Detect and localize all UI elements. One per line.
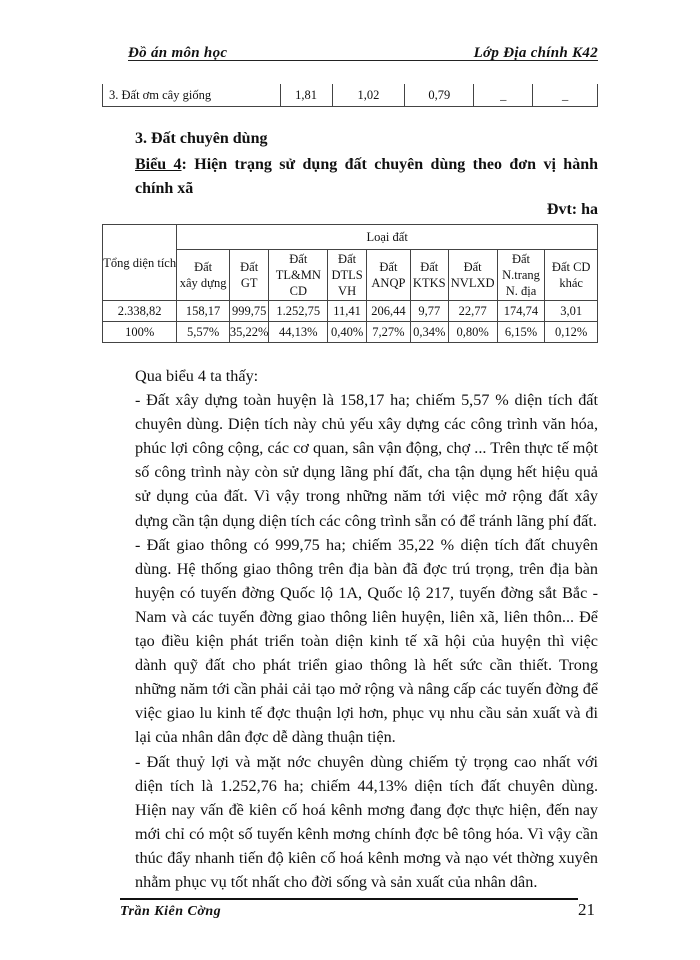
table-cell: 0,34% [410, 322, 448, 343]
table-cell: 100% [103, 322, 177, 343]
page-header [128, 40, 598, 61]
table-cell: 3. Đất ơm cây giống [103, 84, 281, 107]
table-header-row [103, 225, 598, 250]
paragraph-construction-land: - Đất xây dựng toàn huyện là 158,17 ha; chiếm 5,57 % diện tích đất chuyên dùng. Diện tích này chủ yếu xây dựng các công trình văn hóa, phúc lợi công cộng, các cơ quan, sân vận động, chợ ... Trên thực tế một số công trình này còn sử dụng lãng phí đất, cha tận dụng hết hiệu quả sử dụng của đất. Vì vậy trong những năm tới việc mở rộng đất xây dựng cần tận dụng diện tích các công trình sẵn có để tránh lãng phí đất. [135, 391, 598, 530]
footer-author: Trần Kiên Cờng [120, 904, 222, 919]
table-cell: 174,74 [497, 301, 545, 322]
table-cell: 5,57% [177, 322, 230, 343]
table-cell: 9,77 [410, 301, 448, 322]
table-cell: 2.338,82 [103, 301, 177, 322]
caption-text: : Hiện trạng sử dụng đất chuyên dùng theo đơn vị hành chính xã [135, 156, 599, 197]
paragraph-irrigation-land: - Đất thuỷ lợi và mặt nớc chuyên dùng chiếm tỷ trọng cao nhất với diện tích là 1.252,76 ha; chiếm 44,13% diện tích đất chuyên dùng. Hiện nay vấn đề kiên cố hoá kênh mơng đang đợc thực hiện, đến nay mới chỉ có một số tuyến kênh mơng chính đợc bê tông hóa. Vì vậy cần thúc đẩy nhanh tiến độ kiên cố hoá kênh mơng và nạo vét thờng xuyên nhằm phục vụ tốt nhất cho đời sống và sản xuất của nhân dân. [135, 752, 598, 891]
unit-label: Đvt: ha [546, 201, 598, 218]
header-col: Đất KTKS [410, 250, 448, 301]
table-cell: 6,15% [497, 322, 545, 343]
caption-label: Biểu 4 [135, 156, 182, 173]
intro-paragraph: Qua biểu 4 ta thấy: [135, 367, 259, 385]
table-cell: 35,22% [229, 322, 269, 343]
header-total-area: Tổng diện tích [103, 225, 177, 301]
header-col: Đất CD khác [545, 250, 598, 301]
table-cell: 0,79 [405, 84, 474, 107]
header-course-title: Đồ án môn học [128, 45, 228, 61]
page-number: 21 [578, 900, 595, 919]
table-cell: 7,27% [367, 322, 411, 343]
header-col: Đất N.trang N. địa [497, 250, 545, 301]
table-cell: 0,40% [328, 322, 367, 343]
table-cell: 22,77 [448, 301, 497, 322]
table-subheader-row [103, 250, 598, 301]
header-col: Đất DTLS VH [328, 250, 367, 301]
previous-table-continuation [102, 84, 598, 107]
table-row-percent [103, 322, 598, 343]
table-cell: _ [474, 84, 533, 107]
table-cell: _ [533, 84, 598, 107]
table-cell: 206,44 [367, 301, 411, 322]
page-footer [120, 898, 578, 919]
table-cell: 11,41 [328, 301, 367, 322]
header-col: Đất ANQP [367, 250, 411, 301]
table-cell: 0,80% [448, 322, 497, 343]
header-col: Đất TL&MN CD [269, 250, 328, 301]
table-cell: 0,12% [545, 322, 598, 343]
table-cell: 3,01 [545, 301, 598, 322]
header-land-type: Loại đất [177, 225, 598, 250]
section-title: 3. Đất chuyên dùng [135, 130, 268, 147]
header-class-name: Lớp Địa chính K42 [473, 45, 598, 61]
header-col: Đất NVLXD [448, 250, 497, 301]
table-cell: 1,81 [280, 84, 332, 107]
table-cell: 1.252,75 [269, 301, 328, 322]
table-row-area [103, 301, 598, 322]
header-col: Đất GT [229, 250, 269, 301]
land-use-table [102, 224, 598, 343]
header-col: Đất xây dựng [177, 250, 230, 301]
table-row [103, 84, 598, 107]
table-cell: 1,02 [332, 84, 405, 107]
table-cell: 44,13% [269, 322, 328, 343]
body-text [135, 364, 598, 894]
table-cell: 999,75 [229, 301, 269, 322]
paragraph-transport-land: - Đất giao thông có 999,75 ha; chiếm 35,22 % diện tích đất chuyên dùng. Hệ thống giao thông trên địa bàn đã đợc trú trọng, trên địa bàn huyện có tuyến đờng Quốc lộ 1A, Quốc lộ 217, tuyến đờng sắt Bắc - Nam và các tuyến đờng giao thông liên huyện, liên xã, liên thôn... Để tạo điều kiện phát triển toàn diện kinh tế xã hội của huyện thì việc dành quỹ đất cho phát triển giao thông là hết sức cần thiết. Trong những năm tới cần phải cải tạo mở rộng và nâng cấp các tuyến đờng để việc giao lu kinh tế đợc thuận lợi hơn, phục vụ nhu cầu sản xuất và đi lại của nhân dân đợc dễ dàng thuận tiện. [135, 535, 598, 747]
table-caption [135, 153, 598, 201]
table-cell: 158,17 [177, 301, 230, 322]
